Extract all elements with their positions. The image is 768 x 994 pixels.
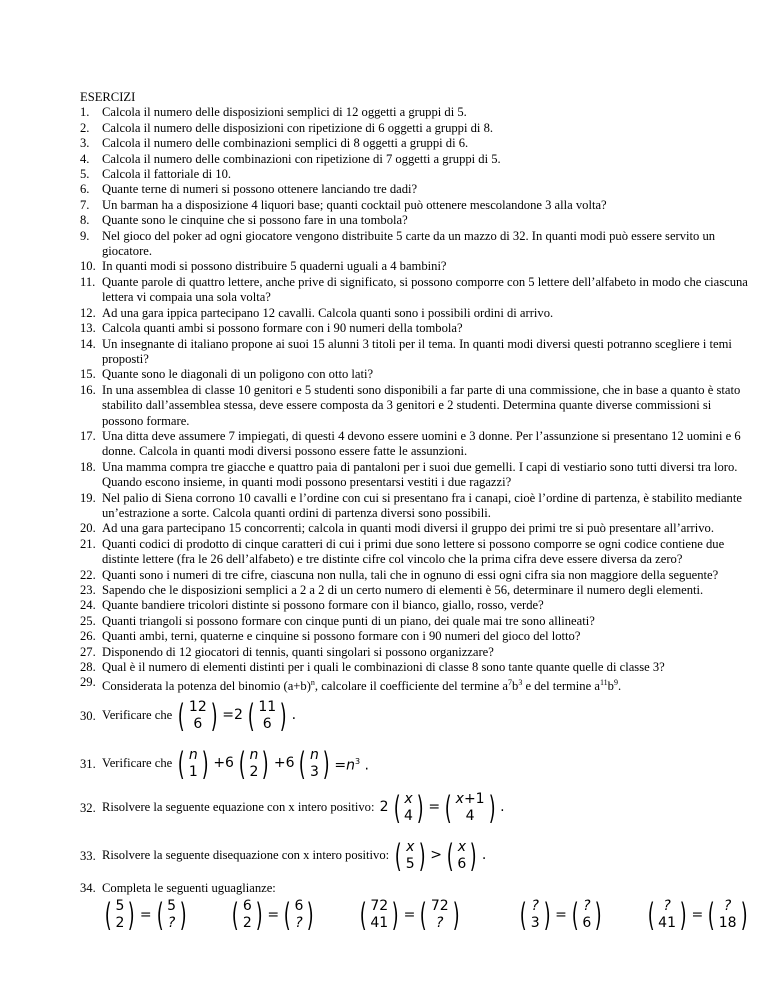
exercise-text: Quanti sono i numeri di tre cifre, ciascuna non nulla, tali che in ognuno di essi ogni cifra sia non maggiore della seguente? — [102, 567, 719, 582]
exponent: 7 — [508, 678, 513, 688]
exercise-number: 21. — [80, 536, 96, 551]
exercise-text: Calcola quanti ambi si possono formare con i 90 numeri della tombola? — [102, 321, 463, 336]
exercise-item — [80, 337, 750, 368]
exercise-number: 34. — [80, 881, 96, 896]
exercise-text: e del termine a — [522, 679, 600, 694]
binomial: ( ? 3 ) — [520, 896, 551, 935]
exercise-text: Ad una gara ippica partecipano 12 cavalli. Calcola quanti sono i possibili ordini di arrivo. — [102, 305, 554, 320]
exercise-number: 11. — [80, 274, 96, 289]
binomial-x-5: ( x 5 ) — [395, 837, 426, 876]
binomial: ( 72 ? ) — [420, 896, 460, 935]
exercise-number: 24. — [80, 598, 96, 613]
exercise-item — [80, 537, 750, 568]
exercise-number: 1. — [80, 105, 90, 120]
exercise-item — [80, 152, 750, 167]
exercise-number: 5. — [80, 167, 90, 182]
binomial-11-6: ( 11 6 ) — [247, 697, 287, 736]
equation-symbol: =2 — [222, 707, 243, 724]
exercise-number: 25. — [80, 613, 96, 628]
exercise-number: 6. — [80, 182, 90, 197]
exercise-text: Quante terne di numeri si possono ottenere lanciando tre dadi? — [102, 182, 418, 197]
exercise-item — [80, 429, 750, 460]
binomial: ( 6 2 ) — [232, 896, 263, 935]
exercise-text: Nel gioco del poker ad ogni giocatore vengono distribuite 5 carte da un mazzo di 32. In quanti modi può essere servito un giocatore. — [102, 228, 716, 259]
binomial-x-6: ( x 6 ) — [446, 837, 478, 876]
exercise-number: 28. — [80, 660, 96, 675]
exercise-number: 17. — [80, 428, 96, 443]
exercise-text: Disponendo di 12 giocatori di tennis, quanti singolari si possono organizzare? — [102, 644, 494, 659]
exercise-text: Risolvere la seguente equazione con x intero positivo: — [102, 800, 375, 815]
binomial-n-2: ( n 2 ) — [238, 745, 270, 784]
exercise-text: Calcola il numero delle disposizioni semplici di 12 oggetti a gruppi di 5. — [102, 105, 467, 120]
exercise-text: Verificare che — [102, 756, 173, 771]
exercise-text: Calcola il numero delle combinazioni con ripetizione di 7 oggetti a gruppi di 5. — [102, 151, 501, 166]
exercise-item — [80, 213, 750, 228]
exercise-text: Un insegnante di italiano propone ai suoi 15 alunni 3 titoli per il tema. In quanti modi diversi questi potranno scegliere i temi proposti? — [102, 336, 732, 366]
exercise-item — [80, 491, 750, 522]
exercise-text: Una mamma compra tre giacche e quattro paia di pantaloni per i suoi due gemelli. I capi di vestiario sono tutti diversi tra loro. Quando escono insieme, in quanti modi possono presentarsi vestiti i due ragazzi? — [102, 459, 738, 490]
exercise-item — [80, 598, 750, 613]
exponent: n — [310, 678, 315, 688]
exercise-text: In quanti modi si possono distribuire 5 quaderni uguali a 4 bambini? — [102, 259, 447, 274]
exponent: 3 — [518, 678, 523, 688]
exercise-29 — [80, 675, 750, 695]
exercise-item — [80, 306, 750, 321]
exercise-text: Quante bandiere tricolori distinte si possono formare con il bianco, giallo, rosso, verde? — [102, 598, 544, 613]
exercise-item — [80, 460, 750, 491]
binomial-x-4: ( x 4 ) — [393, 789, 424, 828]
exercise-text: Considerata la potenza del binomio (a+b) — [102, 679, 311, 694]
exercise-number: 2. — [80, 120, 90, 135]
exercise-number: 33. — [80, 849, 96, 864]
exercise-text: Quanti triangoli si possono formare con cinque punti di un piano, dei quale mai tre sono allineati? — [102, 613, 595, 628]
exponent: 9 — [613, 678, 618, 688]
exercise-text: b — [607, 679, 614, 694]
exercise-number: 19. — [80, 490, 96, 505]
exercise-list — [80, 105, 750, 675]
binomial: ( ? 18 ) — [708, 896, 748, 935]
exercise-text: Risolvere la seguente disequazione con x intero positivo: — [102, 848, 390, 863]
exercise-number: 15. — [80, 367, 96, 382]
exercise-item — [80, 367, 750, 382]
exercise-item — [80, 198, 750, 213]
exercise-32: 32. Risolvere la seguente equazione con x intero positivo: 2 ( x 4 ) = ( x+1 4 ) . — [80, 789, 505, 828]
exponent: 11 — [599, 678, 608, 688]
exercise-item — [80, 660, 750, 675]
exercise-page — [80, 90, 750, 934]
exercise-text: . — [617, 679, 622, 694]
exercise-item — [80, 275, 750, 306]
exercise-34-equalities: ( 5 2 ) = ( 5 ? ) ( 6 2 ) = ( 6 ? ) ( 72 41 ) = ( 72 ? ) ( ? 3 ) = ( ? 6 ) ( ? 41 ) = ( ? 18 ) — [80, 896, 750, 934]
exercise-item — [80, 259, 750, 274]
exercise-number: 29. — [80, 675, 96, 690]
exercise-item — [80, 614, 750, 629]
exercise-number: 26. — [80, 629, 96, 644]
exercise-item — [80, 568, 750, 583]
exercise-number: 7. — [80, 197, 90, 212]
exercise-number: 14. — [80, 336, 96, 351]
exercise-text: Qual è il numero di elementi distinti per i quali le combinazioni di classe 8 sono tante quante quelle di classe 3? — [102, 660, 665, 675]
exercise-31: 31. Verificare che ( n 1 ) +6 ( n 2 ) +6 ( n 3 ) $=n^3$ . — [80, 745, 369, 784]
exercise-30: 30. Verificare che ( 12 6 ) =2 ( 11 6 ) . — [80, 697, 297, 736]
exercise-text: Verificare che — [102, 708, 173, 723]
exercise-item — [80, 167, 750, 182]
exercise-text: In una assemblea di classe 10 genitori e 5 studenti sono disponibili a far parte di una commissione, che in base a quanto è stato stabilito dall’assemblea stessa, deve essere composta da 3 genitori e 2 studenti. Determina quante diverse commissioni si possono formare. — [102, 382, 741, 428]
exercise-number: 10. — [80, 259, 96, 274]
exercise-33: 33. Risolvere la seguente disequazione con x intero positivo: ( x 5 ) > ( x 6 ) . — [80, 837, 487, 876]
exercise-number: 12. — [80, 305, 96, 320]
exercise-text: Quante parole di quattro lettere, anche prive di significato, si possono comporre con 5 lettere dell’alfabeto in modo che ciascuna lettera vi compaia una sola volta? — [102, 274, 748, 305]
exercise-text: Una ditta deve assumere 7 impiegati, di questi 4 devono essere uomini e 3 donne. Per l’assunzione si presentano 12 uomini e 6 donne. Calcola in quanti modi diversi possono essere fatte le assunzioni. — [102, 428, 741, 459]
exercise-number: 18. — [80, 459, 96, 474]
exercise-34 — [80, 881, 750, 896]
binomial: ( 5 ? ) — [156, 896, 187, 935]
exercise-number: 31. — [80, 757, 96, 772]
exercise-text: Completa le seguenti uguaglianze: — [102, 881, 276, 896]
binomial-x1-4: ( x+1 4 ) — [444, 789, 496, 828]
binomial-n-1: ( n 1 ) — [178, 745, 209, 784]
exercise-text: Un barman ha a disposizione 4 liquori base; quanti cocktail può ottenere mescolandone 3 alla volta? — [102, 197, 607, 212]
exercise-text: Nel palio di Siena corrono 10 cavalli e l’ordine con cui si presentano fra i canapi, cioè l’ordine di partenza, è stabilito mediante un’estrazione a sorte. Calcola quanti ordini di partenza diversi sono possibili. — [102, 490, 742, 520]
exercise-number: 4. — [80, 151, 90, 166]
exercise-text: Quante sono le diagonali di un poligono con otto lati? — [102, 367, 374, 382]
exercise-item — [80, 182, 750, 197]
binomial: ( 5 2 ) — [104, 896, 136, 935]
exercise-item — [80, 521, 750, 536]
exercise-text: Quanti codici di prodotto di cinque caratteri di cui i primi due sono lettere si possono comporre se ogni codice contiene due distinte lettere (fra le 26 dell’alfabeto) e tre distinte cifre col vincolo che la prima cifra deve essere diversa da zero? — [102, 536, 725, 567]
exercise-item — [80, 229, 750, 260]
exercise-text: Quanti ambi, terni, quaterne e cinquine si possono formare con i 90 numeri del gioco del lotto? — [102, 629, 581, 644]
binomial-12-6: ( 12 6 ) — [178, 697, 218, 736]
exercise-item — [80, 629, 750, 644]
exercise-item — [80, 121, 750, 136]
exercise-text: Ad una gara partecipano 15 concorrenti; calcola in quanti modi diversi il gruppo dei primi tre si può presentare all’arrivo. — [102, 521, 714, 536]
binomial: ( 72 41 ) — [359, 896, 399, 935]
exercise-number: 13. — [80, 321, 96, 336]
exercise-number: 23. — [80, 583, 96, 597]
exercise-text: b — [512, 679, 519, 694]
exercise-text: Calcola il fattoriale di 10. — [102, 167, 232, 182]
binomial: ( ? 41 ) — [647, 896, 687, 935]
exercise-item — [80, 583, 750, 598]
exercise-number: 16. — [80, 382, 96, 397]
binomial: ( 6 ? ) — [283, 896, 315, 935]
exercise-text: Quante sono le cinquine che si possono fare in una tombola? — [102, 213, 408, 228]
exercise-number: 22. — [80, 567, 96, 582]
exercise-item — [80, 105, 750, 120]
binomial-n-3: ( n 3 ) — [299, 745, 330, 784]
exercise-number: 30. — [80, 709, 96, 724]
page-title: ESERCIZI — [80, 90, 136, 104]
exercise-item — [80, 645, 750, 660]
exercise-number: 9. — [80, 228, 90, 243]
exercise-text: , calcolare il coefficiente del termine a — [314, 679, 509, 694]
exercise-item — [80, 136, 750, 151]
exercise-item — [80, 321, 750, 336]
binomial: ( ? 6 ) — [571, 896, 602, 935]
exercise-text: Calcola il numero delle disposizioni con ripetizione di 6 oggetti a gruppi di 8. — [102, 120, 494, 135]
exercise-number: 20. — [80, 521, 96, 536]
exercise-item — [80, 383, 750, 429]
exercise-number: 3. — [80, 136, 90, 151]
exercise-text: Sapendo che le disposizioni semplici a 2 a 2 di un certo numero di elementi è 56, determinare il numero degli elementi. — [102, 583, 704, 597]
exercise-text: Calcola il numero delle combinazioni semplici di 8 oggetti a gruppi di 6. — [102, 136, 469, 151]
exercise-number: 8. — [80, 213, 90, 228]
exercise-number: 27. — [80, 644, 96, 659]
exercise-number: 32. — [80, 801, 96, 816]
